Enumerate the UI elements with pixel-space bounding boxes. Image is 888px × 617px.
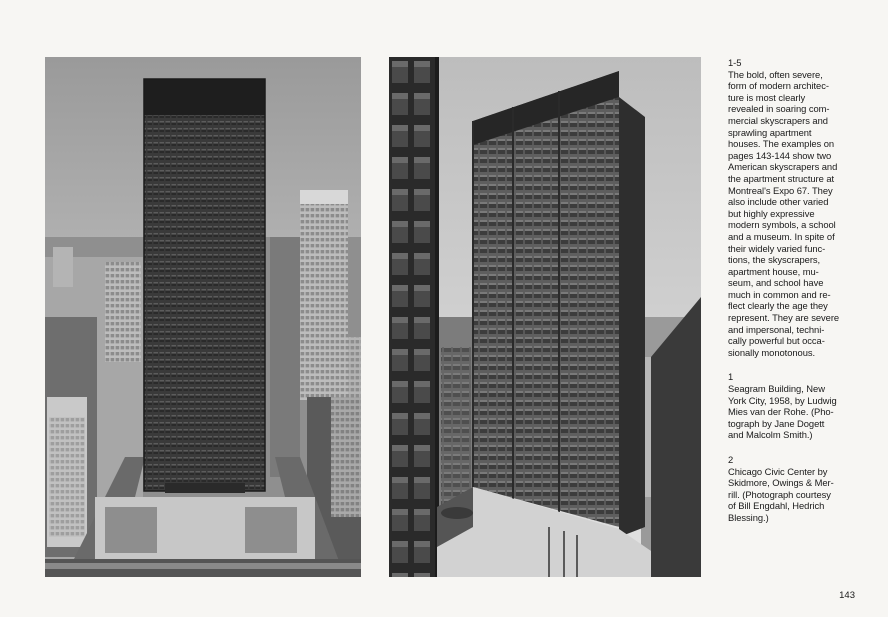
intro-reference: 1-5 bbox=[728, 57, 742, 68]
caption-text: Chicago Civic Center by Skidmore, Owings & Mer- rill. (Photograph courtesy of Bill Engdahl, Hedrich Blessing.) bbox=[728, 465, 834, 523]
caption-1 bbox=[728, 371, 860, 441]
chicago-civic-center-photo bbox=[389, 57, 701, 577]
text-column bbox=[728, 57, 860, 524]
caption-text: Seagram Building, New York City, 1958, by Ludwig Mies van der Rohe. (Pho- tograph by Jane Dogett and Malcolm Smith.) bbox=[728, 383, 837, 441]
caption-number: 2 bbox=[728, 454, 734, 465]
intro-block bbox=[728, 57, 860, 358]
page-number: 143 bbox=[839, 590, 855, 601]
caption-number: 1 bbox=[728, 371, 734, 383]
intro-text: The bold, often severe, form of modern architec- ture is most clearly revealed in soaring com- mercial skyscrapers and sprawling apartment houses. The examples on pages 143-144 show two American skyscrapers and the apartment structure at Montreal's Expo 67. They also include other varied but highly expressive modern symbols, a school and a museum. In spite of their widely varied func- tions, the skyscrapers, apartment house, mu- seum, and school have much in common and re- flect clearly the age they represent. They are severe and impersonal, techni- cally powerful but occa- sionally monotonous. bbox=[728, 68, 840, 358]
seagram-building-photo bbox=[45, 57, 361, 577]
caption-2 bbox=[728, 454, 860, 524]
